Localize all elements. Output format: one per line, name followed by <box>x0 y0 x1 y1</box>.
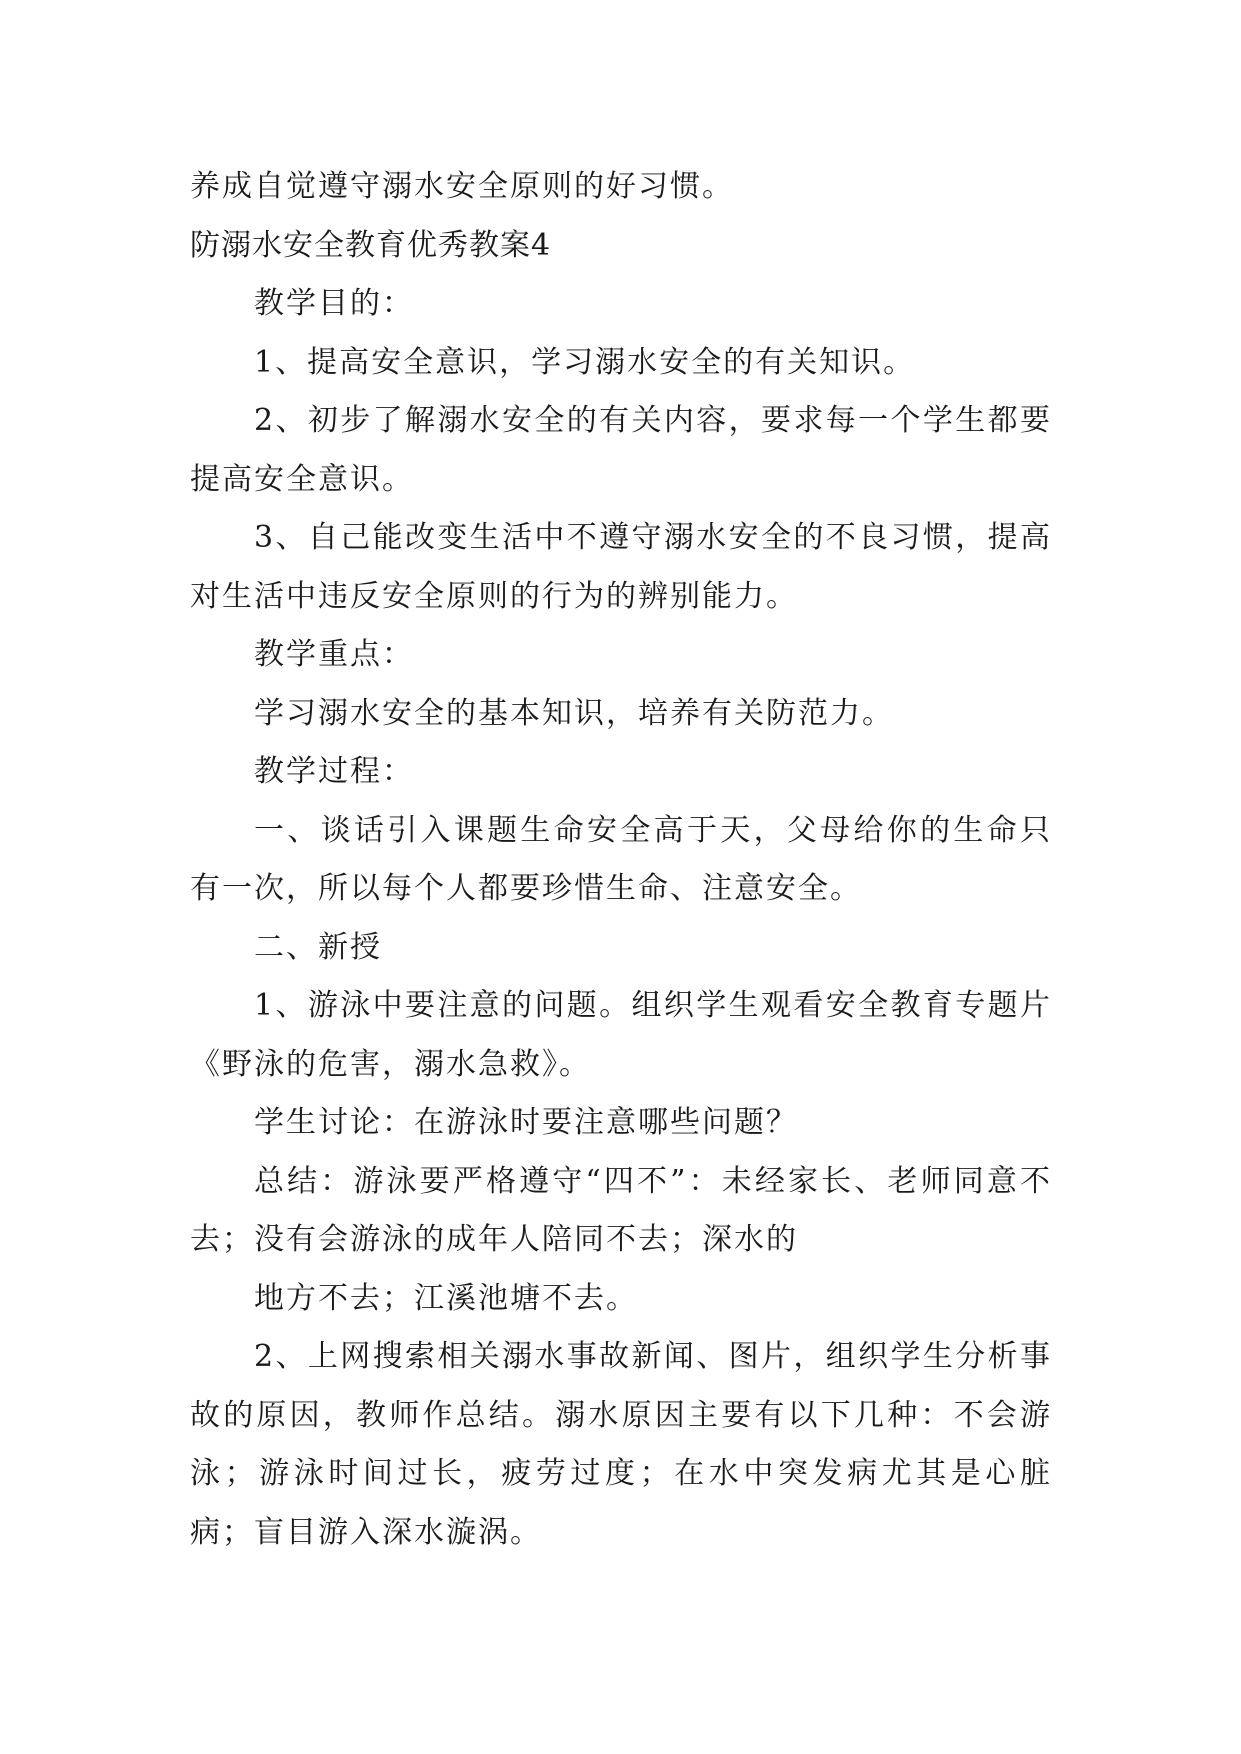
summary-continued: 地方不去；江溪池塘不去。 <box>254 1280 638 1316</box>
goal-item-3: 3、自己能改变生活中不遵守溺水安全的不良习惯，提高对生活中违反安全原则的行为的辨别能力。 <box>190 520 1052 614</box>
section-title: 防溺水安全教育优秀教案4 <box>190 227 552 263</box>
heading-teaching-process: 教学过程： <box>254 754 414 789</box>
process-step-2-heading: 二、新授 <box>254 929 382 965</box>
paragraph-1: 养成自觉遵守溺水安全原则的好习惯。 <box>190 169 734 204</box>
focus-text: 学习溺水安全的基本知识，培养有关防范力。 <box>254 695 894 731</box>
process-item-1: 1、游泳中要注意的问题。组织学生观看安全教育专题片《野泳的危害，溺水急救》。 <box>190 988 1052 1082</box>
goal-item-2: 2、初步了解溺水安全的有关内容，要求每一个学生都要提高安全意识。 <box>190 403 1052 497</box>
heading-teaching-focus: 教学重点： <box>254 637 414 672</box>
document-body <box>190 158 1052 1562</box>
heading-teaching-goals: 教学目的： <box>254 286 414 321</box>
student-discussion: 学生讨论：在游泳时要注意哪些问题？ <box>254 1105 798 1140</box>
process-item-2: 2、上网搜索相关溺水事故新闻、图片，组织学生分析事故的原因，教师作总结。溺水原因主要有以下几种：不会游泳；游泳时间过长，疲劳过度；在水中突发病尤其是心脏病；盲目游入深水漩涡。 <box>190 1339 1052 1550</box>
summary-text: 总结：游泳要严格遵守“四不”：未经家长、老师同意不去；没有会游泳的成年人陪同不去；深水的 <box>190 1163 1052 1257</box>
goal-item-1: 1、提高安全意识，学习溺水安全的有关知识。 <box>254 344 916 380</box>
process-step-1: 一、谈话引入课题生命安全高于天，父母给你的生命只有一次，所以每个人都要珍惜生命、注意安全。 <box>190 812 1052 906</box>
